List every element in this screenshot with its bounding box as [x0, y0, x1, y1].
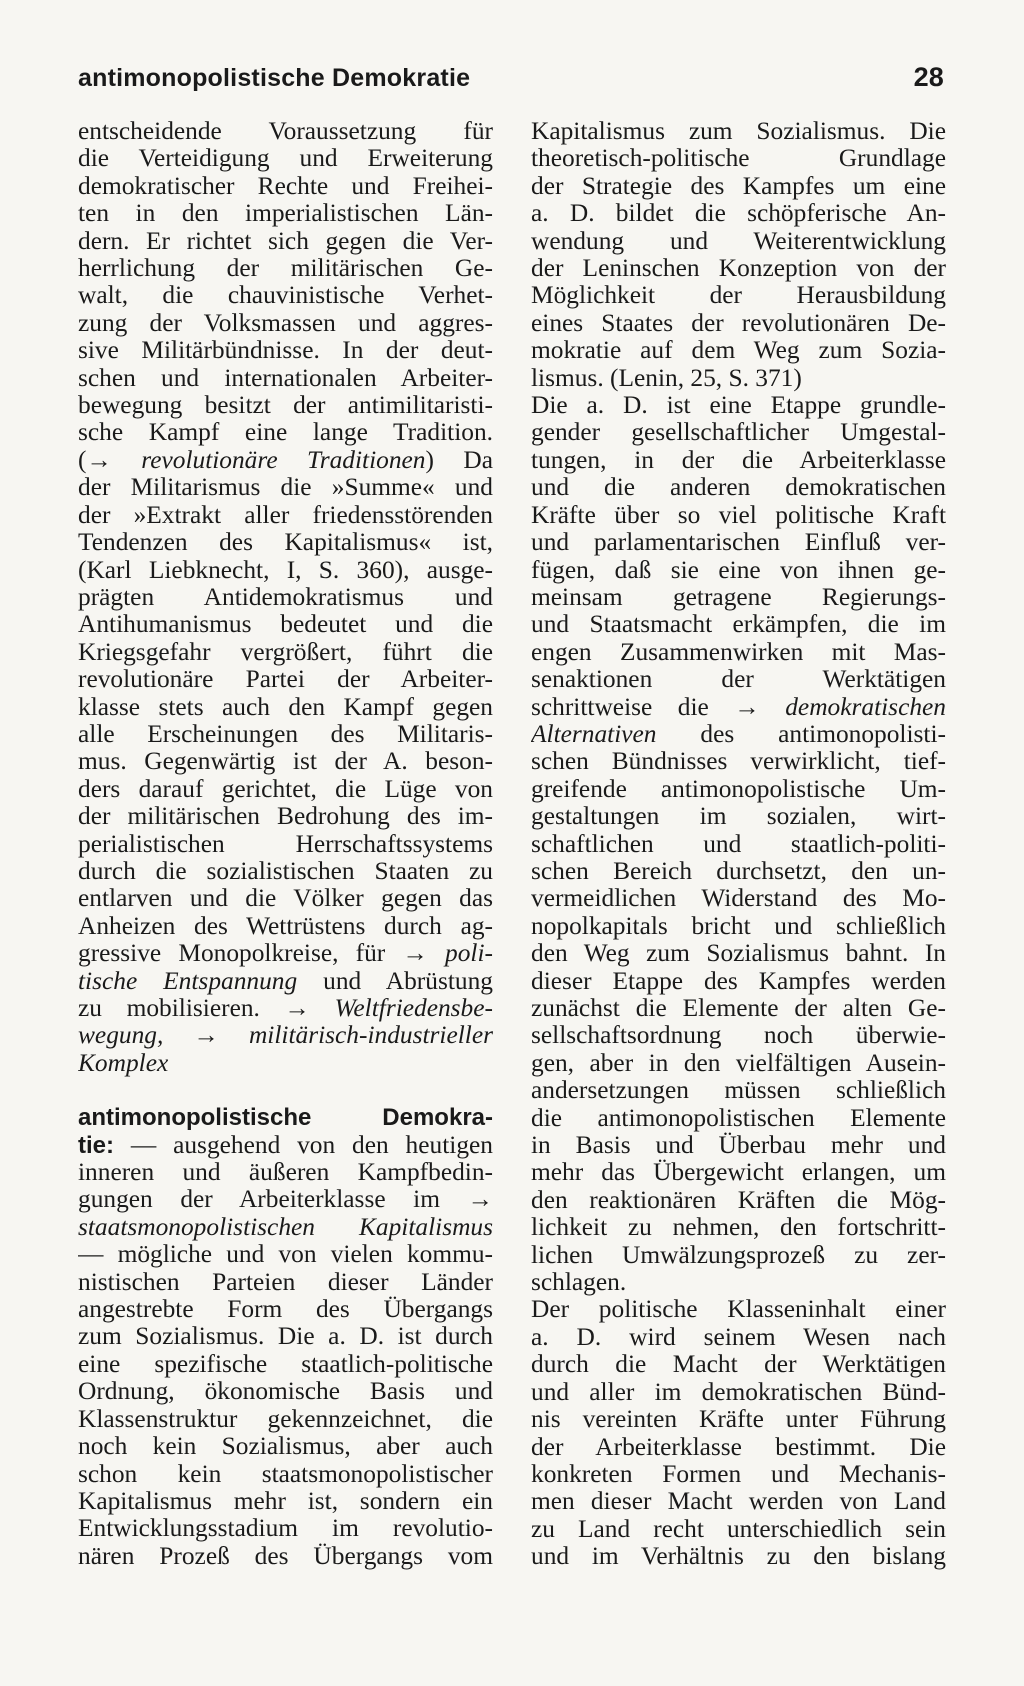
text-line: tungen, in der die Arbeiterklasse [531, 446, 946, 474]
text-line: a. D. bildet die schöpferische An- [531, 200, 946, 228]
text-line: men dieser Macht werden von Land [531, 1488, 946, 1516]
text-line: angestrebte Form des Übergangs [78, 1296, 493, 1324]
text-line: Klassenstruktur gekennzeichnet, die [78, 1405, 493, 1433]
text-line: Der politische Klasseninhalt einer [531, 1296, 946, 1324]
cross-reference-line [78, 1050, 493, 1077]
left-lines-a [78, 118, 493, 447]
text-line: dern. Er richtet sich gegen die Ver- [78, 227, 493, 255]
text-line: und aller im demokratischen Bünd- [531, 1378, 946, 1406]
text-line: schaftlichen und staatlich-politi- [531, 830, 946, 858]
cross-reference-link[interactable]: demokratischen [785, 693, 946, 721]
text-line: andersetzungen müssen schließlich [531, 1077, 946, 1105]
text-line: dieser Etappe des Kampfes werden [531, 967, 946, 995]
left-lines-b [78, 474, 493, 940]
text-line: Kriegsgefahr vergrößert, führt die [78, 638, 493, 666]
text-line: mus. Gegenwärtig ist der A. beson- [78, 748, 493, 776]
entry-first-line [78, 1132, 493, 1159]
text-line: theoretisch-politische Grundlage [531, 145, 946, 173]
text-fragment: zu mobilisieren. [78, 995, 260, 1022]
text-fragment: gungen der Arbeiterklasse im [78, 1186, 440, 1214]
text-line: noch kein Sozialismus, aber auch [78, 1433, 493, 1461]
cross-reference-link[interactable]: Alternativen [531, 720, 657, 748]
text-line: lichen Umwälzungsprozeß zu zer- [531, 1241, 946, 1269]
text-line: perialistischen Herrschaftssystems [78, 830, 493, 858]
text-line: durch die sozialistischen Staaten zu [78, 857, 493, 885]
text-line: der »Extrakt aller friedensstörenden [78, 501, 493, 529]
text-line: durch die Macht der Werktätigen [531, 1351, 946, 1379]
text-line: sive Militärbündnisse. In der deut- [78, 337, 493, 365]
cross-reference-line: (→ revolutionäre Traditionen) Da [78, 446, 493, 474]
left-lines-d [78, 1241, 493, 1570]
arrow-right-icon: → [193, 1022, 219, 1050]
text-line: Ordnung, ökonomische Basis und [78, 1378, 493, 1406]
cross-reference-line [78, 940, 493, 967]
cross-reference-line [531, 694, 946, 721]
text-line: nopolkapitals bricht und schließlich [531, 912, 946, 940]
text-line: fügen, daß sie eine von ihnen ge- [531, 556, 946, 584]
text-line: schen Bündnisses verwirklicht, tief- [531, 748, 946, 776]
text-line: schlagen. [531, 1269, 627, 1297]
text-line: entlarven und die Völker gegen das [78, 885, 493, 913]
cross-reference-link[interactable]: wegung, [78, 1022, 164, 1050]
entry-headword: antimonopolistische Demokra- [78, 1104, 493, 1132]
text-line: Kräfte über so viel politische Kraft [531, 501, 946, 529]
cross-reference-link[interactable]: militärisch-industrieller [248, 1022, 493, 1050]
text-line: ders darauf gerichtet, die Lüge von [78, 775, 493, 803]
text-line: schen Bereich durchsetzt, den un- [531, 857, 946, 885]
arrow-right-icon: → [734, 693, 760, 721]
text-line: zung der Volksmassen und aggres- [78, 309, 493, 337]
text-fragment: schrittweise die [531, 693, 709, 721]
text-line: mokratie auf dem Weg zum Sozia- [531, 337, 946, 365]
page-number: 28 [913, 62, 944, 92]
right-lines-b [531, 392, 946, 693]
text-line: inneren und äußeren Kampfbedin- [78, 1159, 493, 1187]
text-line: lismus. (Lenin, 25, S. 371) [531, 364, 802, 392]
cross-reference-link[interactable]: tische Entspannung [78, 967, 298, 995]
text-line: der Militarismus die »Summe« und [78, 474, 493, 502]
entry-gap [78, 1077, 493, 1104]
text-line: klasse stets auch den Kampf gegen [78, 693, 493, 721]
text-line: gen, aber in den vielfältigen Ausein- [531, 1049, 946, 1077]
left-column [78, 118, 493, 1570]
text-line: demokratischer Rechte und Freihei- [78, 172, 493, 200]
text-line: schen und internationalen Arbeiter- [78, 364, 493, 392]
text-line: prägten Antidemokratismus und [78, 583, 493, 611]
text-fragment: des antimonopolisti- [656, 720, 946, 748]
text-line: entscheidende Voraussetzung für [78, 118, 493, 145]
text-line: zunächst die Elemente der alten Ge- [531, 995, 946, 1022]
text-line: die antimonopolistischen Elemente [531, 1104, 946, 1132]
text-line: und parlamentarischen Einfluß ver- [531, 529, 946, 557]
text-line: der militärischen Bedrohung des im- [78, 803, 493, 831]
right-lines-a [531, 118, 946, 392]
entry-headword-line [78, 1104, 493, 1131]
text-line: Kapitalismus zum Sozialismus. Die [531, 118, 946, 145]
text-fragment: — ausgehend von den heutigen [114, 1131, 493, 1159]
text-line: in Basis und Überbau mehr und [531, 1132, 946, 1160]
text-line: eines Staates der revolutionären De- [531, 309, 946, 337]
text-line: mehr das Übergewicht erlangen, um [531, 1159, 946, 1187]
text-line: die Verteidigung und Erweiterung [78, 145, 493, 173]
text-line: vermeidlichen Widerstand des Mo- [531, 885, 946, 913]
text-line: den Weg zum Sozialismus bahnt. In [531, 940, 946, 968]
text-line: zu Land recht unterschiedlich sein [531, 1515, 946, 1543]
cross-reference-line [78, 1022, 493, 1049]
text-line: senaktionen der Werktätigen [531, 666, 946, 694]
text-line: lichkeit zu nehmen, den fortschritt- [531, 1214, 946, 1242]
entry-headword: tie: [78, 1131, 114, 1159]
arrow-right-icon: → [284, 995, 310, 1022]
cross-reference-line [78, 1214, 493, 1241]
cross-reference-link[interactable]: revolutionäre Traditionen [141, 446, 426, 474]
cross-reference-link[interactable]: Weltfriedensbe- [334, 995, 493, 1022]
text-line: sellschaftsordnung noch überwie- [531, 1022, 946, 1050]
text-line: und im Verhältnis zu den bislang [531, 1543, 946, 1571]
text-fragment: gressive Monopolkreise, für [78, 940, 386, 968]
text-line: engen Zusammenwirken mit Mas- [531, 638, 946, 666]
text-line: gender gesellschaftlicher Umgestal- [531, 419, 946, 447]
text-line: — mögliche und von vielen kommu- [78, 1241, 493, 1269]
text-line: und die anderen demokratischen [531, 474, 946, 502]
text-line: greifende antimonopolistische Um- [531, 775, 946, 803]
running-head [78, 62, 944, 93]
cross-reference-link[interactable]: Komplex [78, 1049, 169, 1077]
text-line: eine spezifische staatlich-politische [78, 1350, 493, 1378]
text-line: Die a. D. ist eine Etappe grundle- [531, 392, 946, 420]
text-line: konkreten Formen und Mechanis- [531, 1460, 946, 1488]
text-line: Tendenzen des Kapitalismus« ist, [78, 529, 493, 557]
cross-reference-line [78, 1186, 493, 1213]
text-line: ten in den imperialistischen Län- [78, 200, 493, 228]
cross-reference-line [78, 995, 493, 1022]
text-line: den reaktionären Kräften die Mög- [531, 1186, 946, 1214]
text-line: nis vereinten Kräfte unter Führung [531, 1406, 946, 1434]
text-line: sche Kampf eine lange Tradition. [78, 419, 493, 447]
arrow-right-icon: → [86, 446, 112, 474]
right-lines-d [531, 1296, 946, 1570]
right-column [531, 118, 946, 1571]
text-line: Kapitalismus mehr ist, sondern ein [78, 1487, 493, 1515]
text-line: bewegung besitzt der antimilitaristi- [78, 392, 493, 420]
text-line: meinsam getragene Regierungs- [531, 583, 946, 611]
text-line: herrlichung der militärischen Ge- [78, 255, 493, 283]
text-line: der Arbeiterklasse bestimmt. Die [531, 1433, 946, 1461]
text-line: zum Sozialismus. Die a. D. ist durch [78, 1323, 493, 1351]
cross-reference-line [78, 968, 493, 995]
text-line: und Staatsmacht erkämpfen, die im [531, 611, 946, 639]
arrow-right-icon: → [467, 1186, 493, 1214]
text-line: revolutionäre Partei der Arbeiter- [78, 666, 493, 694]
text-line: der Strategie des Kampfes um eine [531, 172, 946, 200]
text-line: Anheizen des Wettrüstens durch ag- [78, 912, 493, 940]
arrow-right-icon: → [402, 940, 428, 968]
text-line: Möglichkeit der Herausbildung [531, 282, 946, 310]
cross-reference-link[interactable]: poli- [445, 940, 493, 968]
running-title: antimonopolistische Demokratie [78, 64, 471, 92]
text-line: wendung und Weiterentwicklung [531, 227, 946, 255]
text-line: a. D. wird seinem Wesen nach [531, 1323, 946, 1351]
text-line: walt, die chauvinistische Verhet- [78, 282, 493, 310]
cross-reference-link[interactable]: staatsmonopolistischen Kapitalismus [78, 1213, 493, 1241]
text-line: der Leninschen Konzeption von der [531, 255, 946, 283]
text-fragment: und Abrüstung [297, 967, 493, 995]
text-line: nistischen Parteien dieser Länder [78, 1268, 493, 1296]
text-fragment: ) Da [425, 446, 493, 474]
cross-reference-line [531, 721, 946, 748]
text-line: Antihumanismus bedeutet und die [78, 611, 493, 639]
text-line: Entwicklungsstadium im revolutio- [78, 1515, 493, 1543]
text-line: (Karl Liebknecht, I, S. 360), ausge- [78, 556, 493, 584]
text-line: schon kein staatsmonopolistischer [78, 1460, 493, 1488]
right-lines-c [531, 748, 946, 1296]
text-line: gestaltungen im sozialen, wirt- [531, 803, 946, 831]
text-line: nären Prozeß des Übergangs vom [78, 1542, 493, 1570]
text-line: alle Erscheinungen des Militaris- [78, 720, 493, 748]
